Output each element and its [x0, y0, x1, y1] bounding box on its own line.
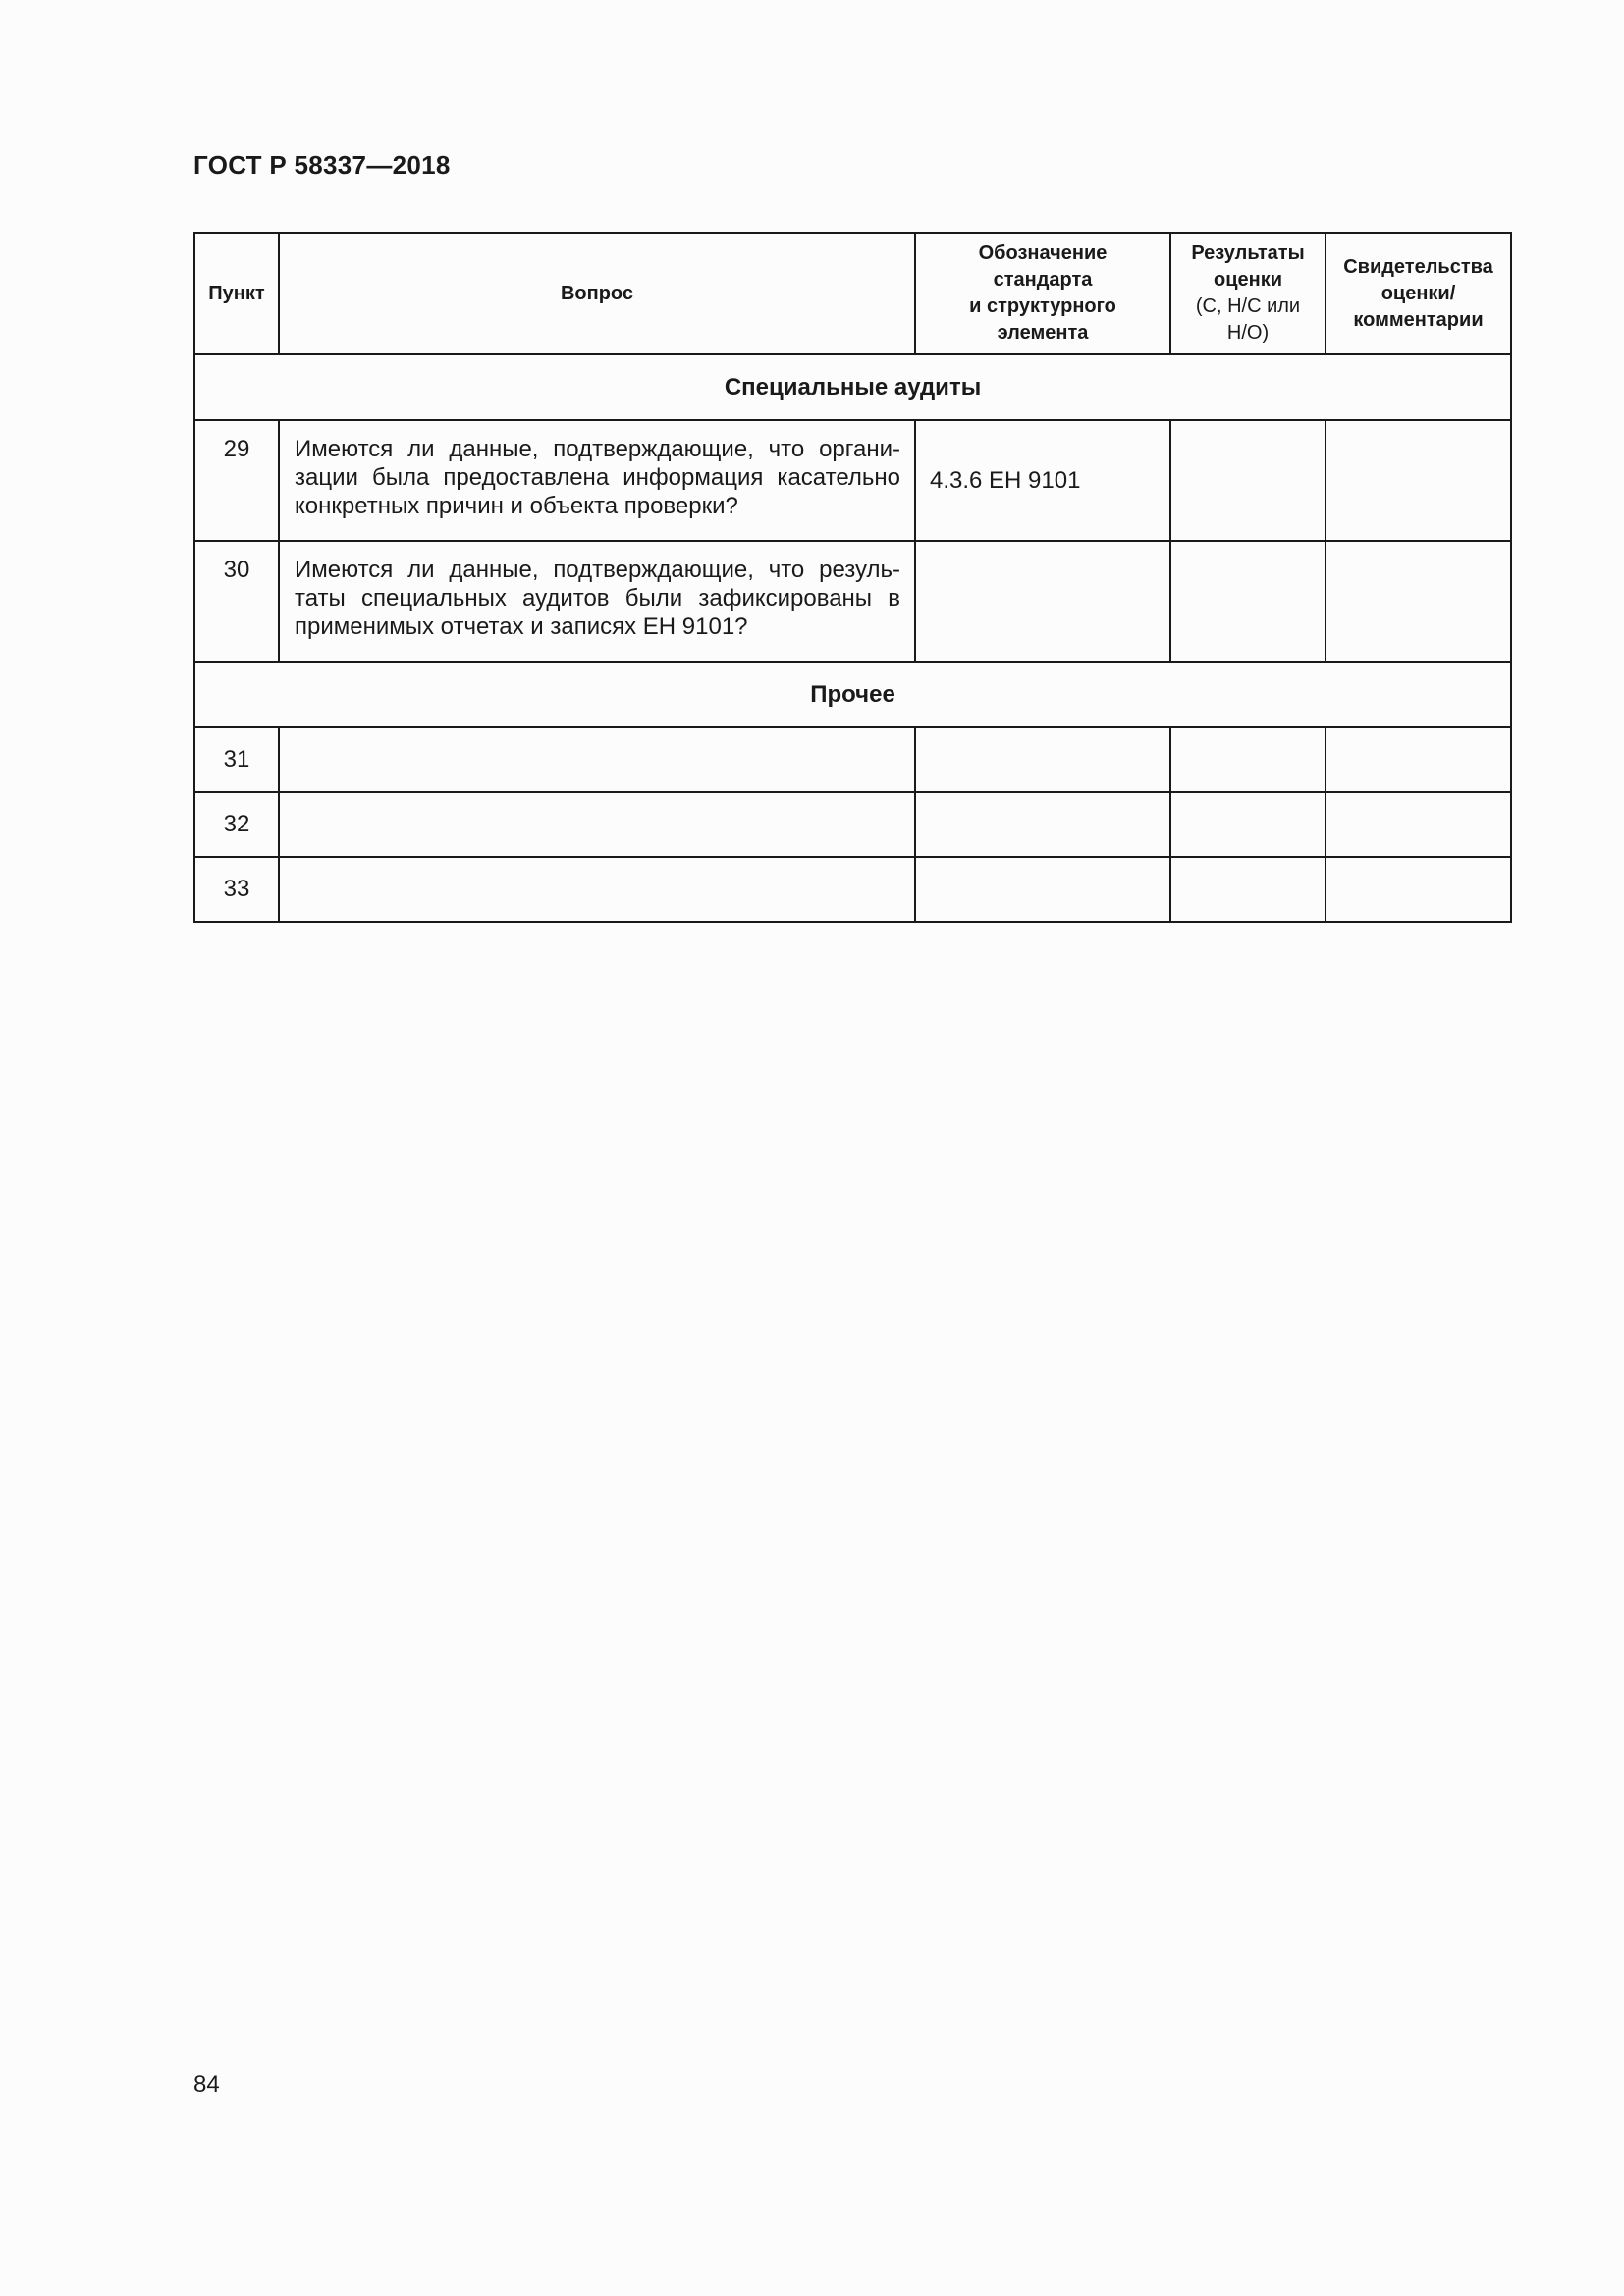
section-title: Прочее [194, 662, 1511, 727]
column-header-evidence-line: оценки/ [1380, 282, 1456, 304]
standard-cell [915, 541, 1170, 662]
column-header-results-line: (С, Н/С или [1195, 295, 1301, 317]
evidence-cell [1326, 857, 1511, 922]
item-number: 33 [194, 857, 279, 922]
standard-cell [915, 727, 1170, 792]
column-header-evidence-line: комментарии [1353, 308, 1484, 331]
column-header-results-line: оценки [1213, 269, 1283, 291]
evidence-cell [1326, 420, 1511, 541]
evidence-cell [1326, 541, 1511, 662]
standard-cell [915, 792, 1170, 857]
column-header-results-line: Результаты [1191, 242, 1305, 264]
question-line: конкретных причин и объекта проверки? [295, 493, 738, 519]
column-header-item: Пункт [194, 233, 279, 354]
audit-checklist-table [193, 232, 1512, 923]
column-header-results [1170, 233, 1326, 354]
column-header-question: Вопрос [279, 233, 915, 354]
question-line: применимых отчетах и записях ЕН 9101? [295, 614, 748, 640]
standard-cell: 4.3.6 ЕН 9101 [915, 420, 1170, 541]
document-header: ГОСТ Р 58337—2018 [193, 150, 451, 180]
column-header-standard-line: и структурного [969, 295, 1116, 317]
column-header-standard [915, 233, 1170, 354]
table-row [194, 792, 1511, 857]
column-header-standard-line: Обозначение [978, 242, 1108, 264]
evidence-cell [1326, 792, 1511, 857]
evidence-cell [1326, 727, 1511, 792]
question-cell [279, 420, 915, 541]
column-header-results-line: Н/О) [1226, 322, 1270, 344]
question-line: таты специальных аудитов были зафиксированы в [295, 585, 900, 612]
table-row [194, 857, 1511, 922]
section-row-special-audits [194, 354, 1511, 420]
column-header-standard-line: элемента [997, 322, 1089, 344]
table-row [194, 727, 1511, 792]
section-title: Специальные аудиты [194, 354, 1511, 420]
standard-cell [915, 857, 1170, 922]
result-cell [1170, 727, 1326, 792]
item-number: 29 [194, 420, 279, 541]
column-header-evidence-line: Свидетельства [1343, 255, 1493, 278]
question-cell [279, 857, 915, 922]
page-number: 84 [193, 2071, 220, 2098]
question-line: Имеются ли данные, подтверждающие, что резуль- [295, 557, 900, 583]
result-cell [1170, 541, 1326, 662]
result-cell [1170, 792, 1326, 857]
column-header-evidence [1326, 233, 1511, 354]
question-cell [279, 727, 915, 792]
result-cell [1170, 857, 1326, 922]
table-header-row [194, 233, 1511, 354]
section-row-other [194, 662, 1511, 727]
item-number: 30 [194, 541, 279, 662]
question-line: зации была предоставлена информация касательно [295, 464, 900, 491]
column-header-standard-line: стандарта [993, 269, 1093, 291]
item-number: 32 [194, 792, 279, 857]
item-number: 31 [194, 727, 279, 792]
question-cell [279, 541, 915, 662]
table-row [194, 541, 1511, 662]
question-cell [279, 792, 915, 857]
table-row [194, 420, 1511, 541]
result-cell [1170, 420, 1326, 541]
question-line: Имеются ли данные, подтверждающие, что органи- [295, 436, 900, 462]
